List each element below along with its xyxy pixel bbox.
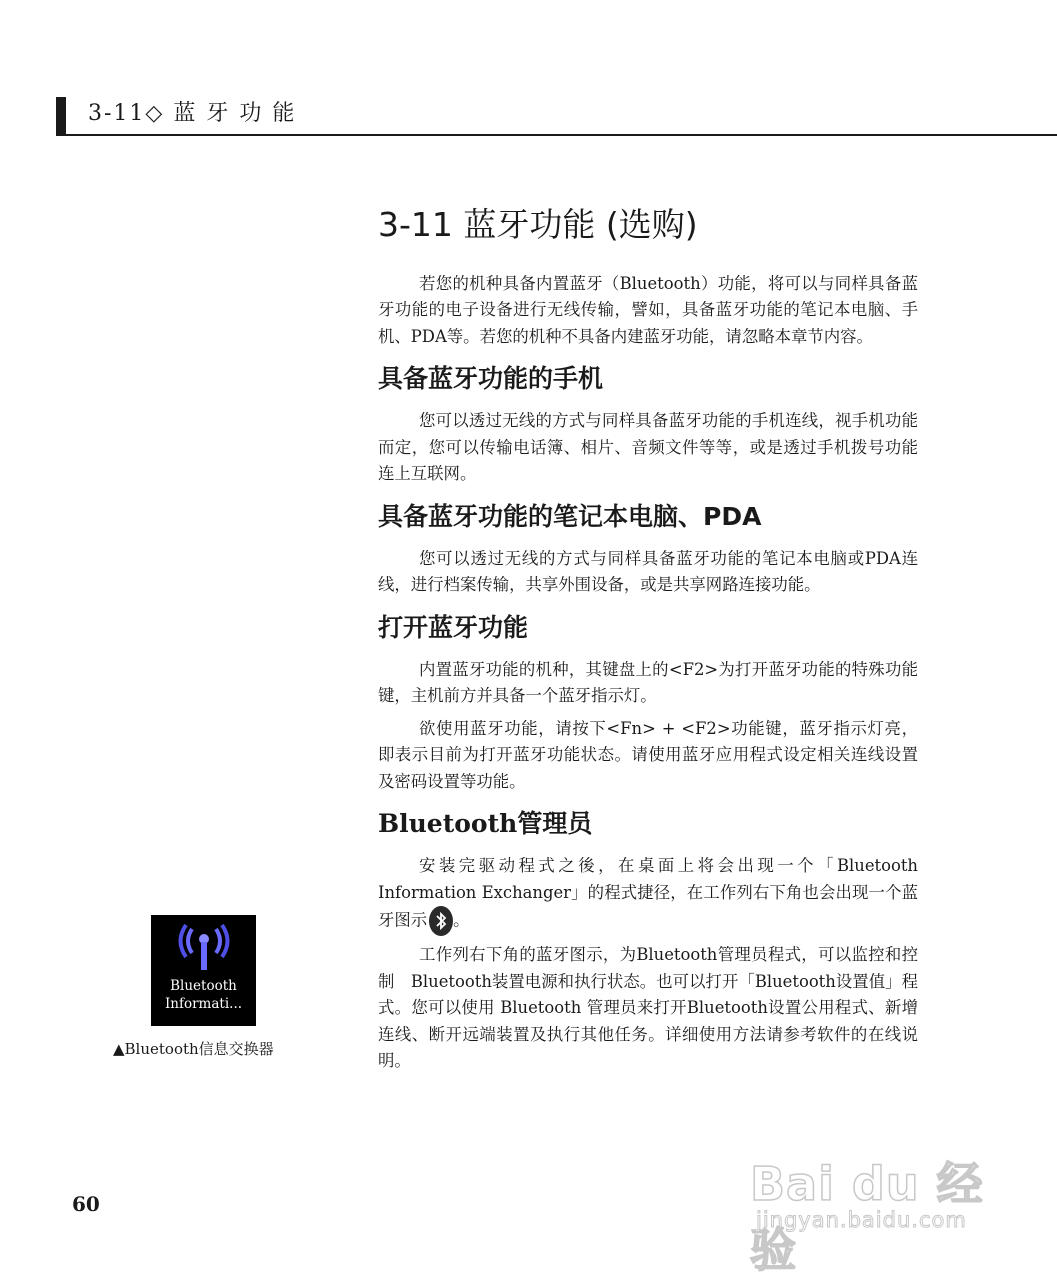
main-content <box>378 205 918 1081</box>
bluetooth-antenna-icon <box>175 923 233 973</box>
intro-paragraph: 若您的机种具备内置蓝牙（Bluetooth）功能，将可以与同样具备蓝牙功能的电子设备进行无线传输，譬如，具备蓝牙功能的笔记本电脑、手机、PDA等。若您的机种不具备内建蓝牙功能，请忽略本章节内容。 <box>378 273 918 346</box>
section-manager-paragraph-1-end: 。 <box>453 910 470 930</box>
page-title: 3-11 蓝牙功能 (选购) <box>378 205 698 244</box>
section-manager-paragraph-1 <box>378 853 918 936</box>
page-number: 60 <box>72 1192 100 1216</box>
section-enable-paragraph-1: 内置蓝牙功能的机种，其键盘上的<F2>为打开蓝牙功能的特殊功能键，主机前方并具备一个蓝牙指示灯。 <box>378 659 918 706</box>
shortcut-label-line2: Informati... <box>164 996 243 1012</box>
section-manager-paragraph-1-text: 安装完驱动程式之後，在桌面上将会出现一个「Bluetooth Information Exchanger」的程式捷径，在工作列右下角也会出现一个蓝牙图示 <box>378 856 918 930</box>
section-manager-paragraph-2: 工作列右下角的蓝牙图示，为Bluetooth管理员程式，可以监控和控制 Bluetooth装置电源和执行状态。也可以打开「Bluetooth设置值」程式。您可以使用 Bluetooth 管理员来打开Bluetooth设置公用程式、新增连线、断开远端装置及执行其他任务。详细使用方法请参考软件的在线说明。 <box>378 945 918 1071</box>
running-header: 3-11◇ 蓝 牙 功 能 <box>88 101 297 126</box>
watermark-url: jingyan.baidu.com <box>756 1208 967 1232</box>
section-heading-notebook: 具备蓝牙功能的笔记本电脑、PDA <box>378 501 762 531</box>
section-heading-manager: Bluetooth管理员 <box>378 809 593 839</box>
header-bar <box>56 97 66 135</box>
baidu-watermark <box>750 1148 1010 1277</box>
section-heading-enable: 打开蓝牙功能 <box>378 612 529 642</box>
header-rule <box>56 134 1057 136</box>
figure-caption: ▲Bluetooth信息交换器 <box>113 1040 274 1058</box>
bluetooth-exchanger-shortcut[interactable] <box>151 915 256 1026</box>
section-phone-paragraph: 您可以透过无线的方式与同样具备蓝牙功能的手机连线，视手机功能而定，您可以传输电话簿、相片、音频文件等等，或是透过手机拨号功能连上互联网。 <box>378 411 918 484</box>
watermark-brand: Bai du 经验 <box>750 1157 984 1277</box>
section-heading-phone: 具备蓝牙功能的手机 <box>378 364 604 394</box>
bluetooth-tray-icon <box>429 906 453 936</box>
section-notebook-paragraph: 您可以透过无线的方式与同样具备蓝牙功能的笔记本电脑或PDA连线，进行档案传输，共享外围设备，或是共享网路连接功能。 <box>378 548 918 595</box>
section-enable-paragraph-2: 欲使用蓝牙功能，请按下<Fn> + <F2>功能键，蓝牙指示灯亮，即表示目前为打开蓝牙功能状态。请使用蓝牙应用程式设定相关连线设置及密码设置等功能。 <box>378 718 918 791</box>
shortcut-label-line1: Bluetooth <box>170 978 237 994</box>
